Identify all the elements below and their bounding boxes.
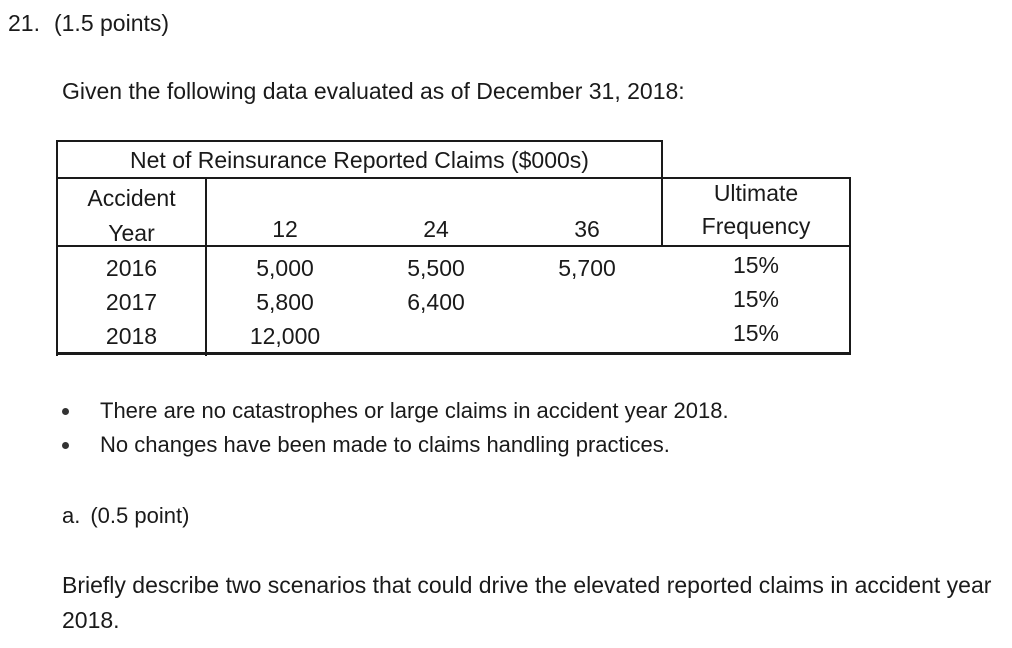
table-border — [56, 177, 851, 179]
table-cell-year: 2017 — [105, 289, 158, 315]
bullet-text: There are no catastrophes or large claims in accident year 2018. — [100, 398, 729, 423]
table-border — [56, 140, 663, 142]
bullet-icon — [62, 442, 69, 449]
bullet-text: No changes have been made to claims handling practices. — [100, 432, 670, 457]
table-cell: 12,000 — [249, 323, 321, 349]
table-cell: 5,700 — [558, 255, 616, 281]
question-number: 21. — [8, 10, 40, 36]
list-item — [56, 428, 729, 462]
part-a-points: (0.5 point) — [90, 503, 190, 528]
question-points: (1.5 points) — [53, 10, 170, 36]
accident-year-header: Year — [108, 220, 155, 246]
table-cell-year: 2018 — [105, 323, 158, 349]
table-cell-frequency: 15% — [732, 252, 780, 278]
part-a-header — [62, 503, 189, 529]
table-cell-frequency: 15% — [732, 286, 780, 312]
ultimate-frequency-header: Frequency — [701, 213, 811, 239]
list-item — [56, 394, 729, 428]
table-cell: 5,800 — [256, 289, 314, 315]
ultimate-frequency-header: Ultimate — [713, 180, 799, 206]
age-header: 36 — [574, 216, 600, 242]
table-cell-year: 2016 — [105, 255, 158, 281]
table-border — [56, 352, 851, 355]
bullet-icon — [62, 408, 69, 415]
table-border — [205, 177, 207, 356]
table-border — [849, 177, 851, 352]
table-cell-frequency: 15% — [732, 320, 780, 346]
part-a-label: a. — [62, 503, 81, 528]
age-header: 12 — [272, 216, 298, 242]
table-title: Net of Reinsurance Reported Claims ($000s) — [130, 147, 589, 173]
table-cell: 5,000 — [256, 255, 314, 281]
part-a-prompt: Briefly describe two scenarios that could drive the elevated reported claims in accident year 2018. — [62, 572, 992, 633]
accident-year-header: Accident — [87, 185, 176, 211]
question-intro: Given the following data evaluated as of December 31, 2018: — [62, 78, 685, 104]
age-header: 24 — [423, 216, 449, 242]
assumption-list — [56, 394, 729, 462]
table-cell: 6,400 — [407, 289, 465, 315]
question-header — [8, 10, 169, 37]
table-cell: 5,500 — [407, 255, 465, 281]
